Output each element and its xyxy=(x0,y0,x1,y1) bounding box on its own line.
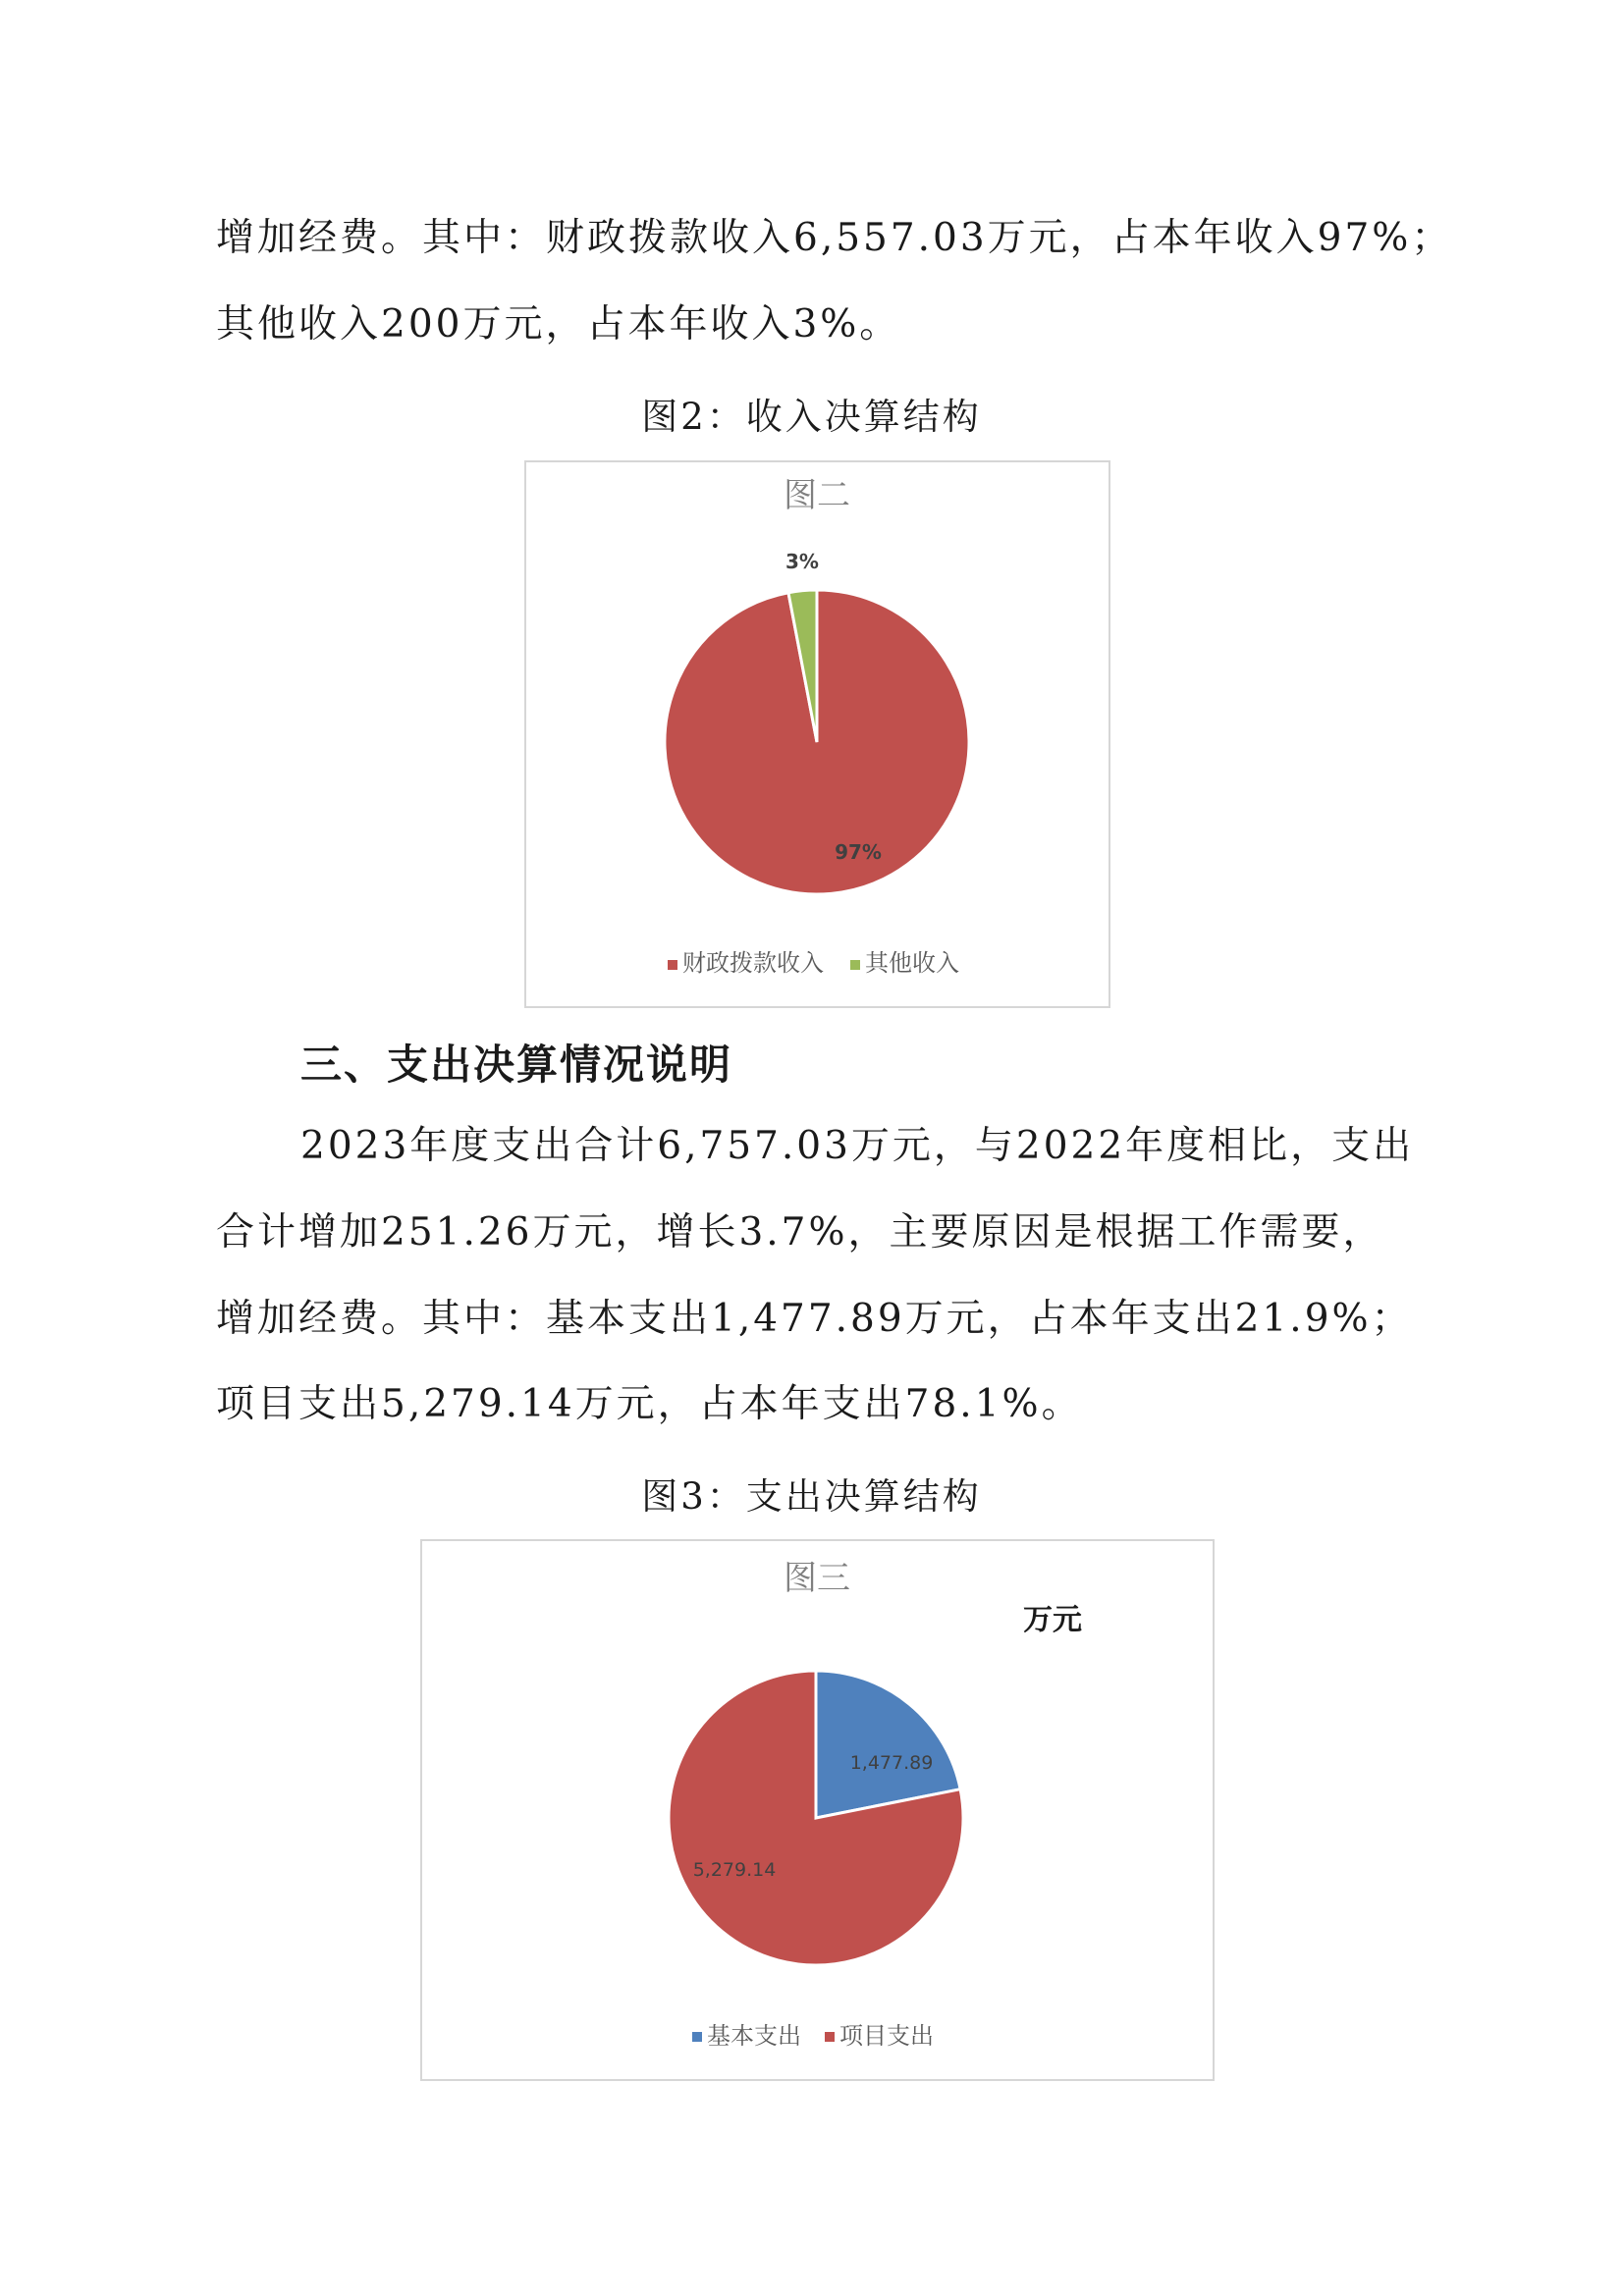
paragraph-1-line-2: 其他收入200万元，占本年收入3%。 xyxy=(216,302,901,347)
legend-label-project: 项目支出 xyxy=(839,2022,934,2050)
figure-3-caption: 图3：支出决算结构 xyxy=(641,1475,982,1518)
legend-swatch-fiscal xyxy=(668,960,677,970)
data-label-fiscal: 97% xyxy=(835,840,882,864)
paragraph-2-line-1: 2023年度支出合计6,757.03万元，与2022年度相比，支出 xyxy=(300,1124,1415,1168)
unit-label: 万元 xyxy=(1023,1603,1082,1637)
legend-swatch-other xyxy=(850,960,860,970)
income-pie-svg xyxy=(526,462,1109,1006)
legend-label-other: 其他收入 xyxy=(865,949,959,977)
data-label-other: 3% xyxy=(785,550,819,573)
income-pie-chart xyxy=(524,460,1110,1008)
legend-label-basic: 基本支出 xyxy=(707,2022,801,2050)
legend-swatch-basic xyxy=(692,2032,702,2042)
section-heading: 三、支出决算情况说明 xyxy=(300,1041,733,1089)
data-label-basic: 1,477.89 xyxy=(849,1752,934,1774)
chart-title: 图三 xyxy=(784,1559,850,1598)
paragraph-2-line-3: 增加经费。其中：基本支出1,477.89万元，占本年支出21.9%； xyxy=(216,1297,1413,1341)
paragraph-2-line-4: 项目支出5,279.14万元，占本年支出78.1%。 xyxy=(216,1382,1083,1426)
figure-2-caption: 图2：收入决算结构 xyxy=(641,396,982,438)
expenditure-pie-svg xyxy=(422,1541,1213,2079)
paragraph-1-line-1: 增加经费。其中：财政拨款收入6,557.03万元，占本年收入97%； xyxy=(216,216,1453,260)
chart-title: 图二 xyxy=(784,476,850,515)
legend-swatch-project xyxy=(825,2032,835,2042)
legend-label-fiscal: 财政拨款收入 xyxy=(682,949,824,977)
expenditure-pie-chart xyxy=(420,1539,1215,2081)
data-label-project: 5,279.14 xyxy=(692,1859,777,1881)
paragraph-2-line-2: 合计增加251.26万元，增长3.7%，主要原因是根据工作需要， xyxy=(216,1210,1384,1255)
